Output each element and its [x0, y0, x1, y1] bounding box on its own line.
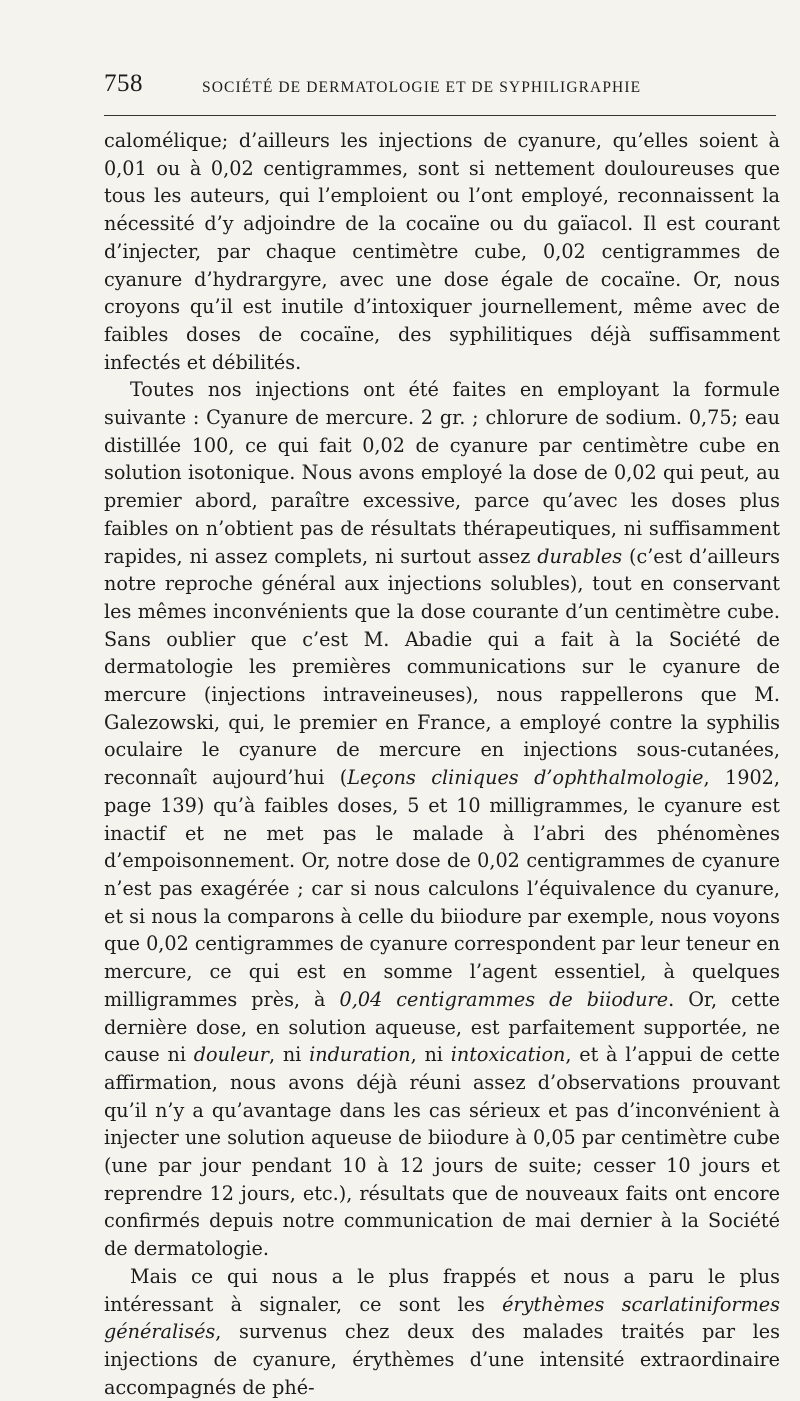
paragraph — [104, 127, 780, 376]
text-segment: . Or, cette dernière dose, en solution aqueuse, est parfaitement supportée, ne cause ni — [104, 987, 780, 1067]
body-text — [104, 127, 780, 1401]
paragraph — [104, 376, 780, 1263]
text-segment: , et à l’appui de cette affirmation, nous avons déjà réuni assez d’observations prouvant qu’il n’y a qu’avantage dans les cas sérieux et pas d’inconvénient à injecter une solution aqueuse de biiodure à 0,05 par centimètre cube (une par jour pendant 10 à 12 jours de suite; cesser 10 jours et reprendre 12 jours, etc.), résultats que de nouveaux faits ont encore confirmés depuis notre communication de mai dernier à la Société de dermatologie. — [104, 1043, 780, 1261]
italic-text: induration — [309, 1043, 411, 1067]
text-segment: calomélique; d’ailleurs les injections de cyanure, qu’elles soient à 0,01 ou à 0,02 centigrammes, sont si nettement douloureuses que tous les auteurs, qui l’emploient ou l’ont employé, reconnaissent la nécessité d’y adjoindre de la cocaïne ou du gaïacol. Il est courant d’injecter, par chaque centimètre cube, 0,02 centigrammes de cyanure d’hydrargyre, avec une dose égale de cocaïne. Or, nous croyons qu’il est inutile d’intoxiquer journellement, même avec de faibles doses de cocaïne, des syphilitiques déjà suffisamment infectés et débilités. — [104, 129, 780, 374]
italic-text: douleur — [193, 1043, 269, 1067]
text-segment: Mais ce qui nous a le plus frappés et nous a paru le plus intéressant à signaler, ce sont les — [104, 1264, 780, 1316]
text-segment: , survenus chez deux des malades traités par les injections de cyanure, érythèmes d’une intensité extraordinaire accompagnés de phé- — [104, 1320, 780, 1399]
text-segment: (c’est d’ailleurs notre reproche général aux injections solubles), tout en conservant les mêmes inconvénients que la dose courante d’un centimètre cube. Sans oublier que c’est M. Abadie qui a fait à la Société de dermatologie les premières communications sur le cyanure de mercure (injections intraveineuses), nous rappellerons que M. Galezowski, qui, le premier en France, a employé contre la syphilis oculaire le cyanure de mercure en injections sous-cutanées, reconnaît aujourd’hui ( — [104, 544, 780, 790]
text-segment: , ni — [268, 1043, 310, 1067]
text-segment: , ni — [410, 1043, 451, 1067]
italic-text: érythèmes scarlatiniformes généralisés — [104, 1292, 780, 1344]
page-number: 758 — [104, 70, 143, 97]
italic-text: 0,04 centigrammes de biiodure — [339, 987, 669, 1011]
italic-text: intoxication — [450, 1043, 566, 1067]
text-segment: , 1902, page 139) qu’à faibles doses, 5 et 10 milligrammes, le cyanure est inactif et ne met pas le malade à l’abri des phénomènes d’empoisonnement. Or, notre dose de 0,02 centigrammes de cyanure n’est pas exagérée ; car si nous calculons l’équivalence du cyanure, et si nous la comparons à celle du biiodure par exemple, nous voyons que 0,02 centigrammes de cyanure correspondent par leur teneur en mercure, ce qui est en somme l’agent essentiel, à quelques milligrammes près, à — [104, 766, 780, 1011]
italic-text: durables — [537, 544, 623, 568]
running-head: SOCIÉTÉ DE DERMATOLOGIE ET DE SYPHILIGRAPHIE — [202, 79, 642, 96]
page-header — [104, 70, 777, 106]
paragraph — [104, 1263, 780, 1401]
italic-text: Leçons cliniques d’ophthalmologie — [347, 766, 704, 790]
header-rule — [104, 115, 776, 116]
text-segment: Toutes nos injections ont été faites en employant la formule suivante : Cyanure de mercure. 2 gr. ; chlorure de sodium. 0,75; eau distillée 100, ce qui fait 0,02 de cyanure par centimètre cube en solution isotonique. Nous avons employé la dose de 0,02 qui peut, au premier abord, paraître excessive, parce qu’avec les doses plus faibles on n’obtient pas de résultats thérapeutiques, ni suffisamment rapides, ni assez complets, ni surtout assez — [104, 378, 780, 568]
